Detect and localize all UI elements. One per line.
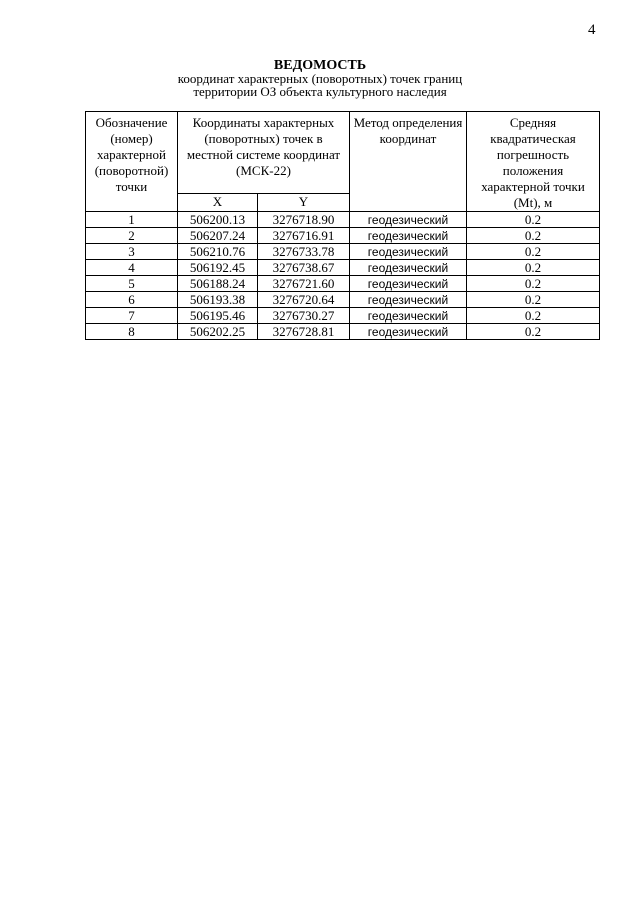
cell-x: 506193.38 (178, 292, 258, 308)
cell-error: 0.2 (467, 228, 600, 244)
cell-error: 0.2 (467, 276, 600, 292)
cell-point-number: 3 (86, 244, 178, 260)
cell-y: 3276728.81 (258, 324, 350, 340)
page-number: 4 (588, 22, 596, 38)
cell-method: геодезический (350, 244, 467, 260)
header-designation: Обозначение (номер) характерной (поворотной) точки (86, 112, 178, 212)
cell-method: геодезический (350, 260, 467, 276)
cell-y: 3276718.90 (258, 212, 350, 228)
cell-error: 0.2 (467, 244, 600, 260)
cell-error: 0.2 (467, 324, 600, 340)
cell-error: 0.2 (467, 292, 600, 308)
table-row (86, 308, 600, 324)
cell-method: геодезический (350, 276, 467, 292)
table-row (86, 276, 600, 292)
cell-method: геодезический (350, 292, 467, 308)
header-x: X (178, 193, 258, 211)
cell-error: 0.2 (467, 212, 600, 228)
table-row (86, 324, 600, 340)
cell-x: 506202.25 (178, 324, 258, 340)
cell-point-number: 1 (86, 212, 178, 228)
cell-x: 506192.45 (178, 260, 258, 276)
cell-method: геодезический (350, 308, 467, 324)
cell-x: 506188.24 (178, 276, 258, 292)
cell-method: геодезический (350, 228, 467, 244)
table-row (86, 228, 600, 244)
table-header-row (86, 112, 600, 194)
cell-error: 0.2 (467, 260, 600, 276)
header-y: Y (258, 193, 350, 211)
cell-y: 3276738.67 (258, 260, 350, 276)
cell-y: 3276730.27 (258, 308, 350, 324)
table-row (86, 212, 600, 228)
cell-y: 3276721.60 (258, 276, 350, 292)
document-subtitle-line1: координат характерных (поворотных) точек границ (177, 71, 463, 86)
header-error: Средняя квадратическая погрешность положения характерной точки (Mt), м (467, 112, 600, 212)
cell-y: 3276716.91 (258, 228, 350, 244)
cell-point-number: 2 (86, 228, 178, 244)
cell-y: 3276733.78 (258, 244, 350, 260)
table-row (86, 292, 600, 308)
cell-point-number: 6 (86, 292, 178, 308)
cell-x: 506200.13 (178, 212, 258, 228)
header-coordinates: Координаты характерных (поворотных) точек в местной системе координат (МСК-22) (178, 112, 350, 194)
cell-error: 0.2 (467, 308, 600, 324)
cell-y: 3276720.64 (258, 292, 350, 308)
table-row (86, 260, 600, 276)
cell-point-number: 5 (86, 276, 178, 292)
cell-x: 506195.46 (178, 308, 258, 324)
cell-point-number: 7 (86, 308, 178, 324)
document-title: ВЕДОМОСТЬ (273, 58, 367, 73)
cell-point-number: 8 (86, 324, 178, 340)
cell-x: 506210.76 (178, 244, 258, 260)
cell-x: 506207.24 (178, 228, 258, 244)
cell-method: геодезический (350, 324, 467, 340)
header-method: Метод определения координат (350, 112, 467, 212)
cell-method: геодезический (350, 212, 467, 228)
coordinates-table (85, 111, 600, 340)
cell-point-number: 4 (86, 260, 178, 276)
document-subtitle-line2: территории ОЗ объекта культурного наследия (193, 84, 447, 99)
table-row (86, 244, 600, 260)
